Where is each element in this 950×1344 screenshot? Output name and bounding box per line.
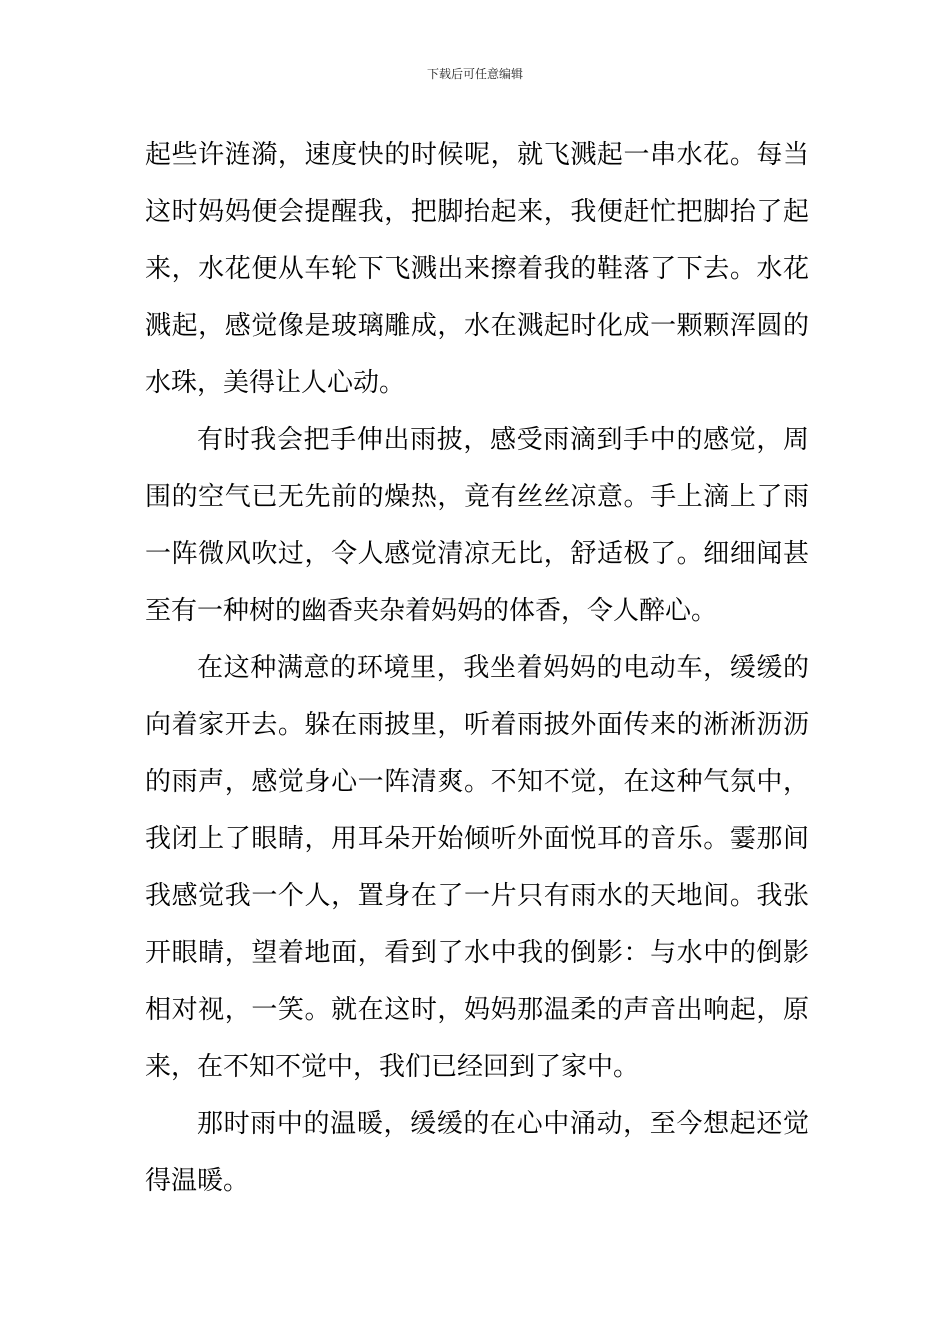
text-line: 开眼睛，望着地面，看到了水中我的倒影：与水中的倒影 [145,938,809,968]
text-line: 起些许涟漪，速度快的时候呢，就飞溅起一串水花。每当 [145,140,809,170]
page-header: 下载后可任意编辑 [426,67,523,81]
text-line: 一阵微风吹过，令人感觉清凉无比，舒适极了。细细闻甚 [145,539,809,569]
text-line: 那时雨中的温暖，缓缓的在心中涌动，至今想起还觉 [197,1109,809,1139]
paragraph-4 [145,1096,809,1210]
text-line: 水珠，美得让人心动。 [145,368,406,398]
text-line: 有时我会把手伸出雨披，感受雨滴到手中的感觉，周 [197,425,809,455]
text-line: 我闭上了眼睛，用耳朵开始倾听外面悦耳的音乐。霎那间 [145,824,809,854]
text-line: 的雨声，感觉身心一阵清爽。不知不觉，在这种气氛中， [145,767,809,797]
text-line: 得温暖。 [145,1166,250,1196]
paragraph-3 [145,640,809,1096]
text-line: 在这种满意的环境里，我坐着妈妈的电动车，缓缓的 [197,653,809,683]
text-line: 来，在不知不觉中，我们已经回到了家中。 [145,1052,640,1082]
paragraph-1 [145,127,809,412]
text-line: 至有一种树的幽香夹杂着妈妈的体香，令人醉心。 [145,596,718,626]
text-line: 围的空气已无先前的燥热，竟有丝丝凉意。手上滴上了雨 [145,482,809,512]
text-line: 相对视，一笑。就在这时，妈妈那温柔的声音出响起，原 [145,995,809,1025]
text-line: 向着家开去。躲在雨披里，听着雨披外面传来的淅淅沥沥 [145,710,809,740]
text-line: 这时妈妈便会提醒我，把脚抬起来，我便赶忙把脚抬了起 [145,197,809,227]
paragraph-2 [145,412,809,640]
text-line: 我感觉我一个人，置身在了一片只有雨水的天地间。我张 [145,881,809,911]
text-line: 溅起，感觉像是玻璃雕成，水在溅起时化成一颗颗浑圆的 [145,311,809,341]
document-body [145,127,809,1210]
text-line: 来，水花便从车轮下飞溅出来擦着我的鞋落了下去。水花 [145,254,809,284]
